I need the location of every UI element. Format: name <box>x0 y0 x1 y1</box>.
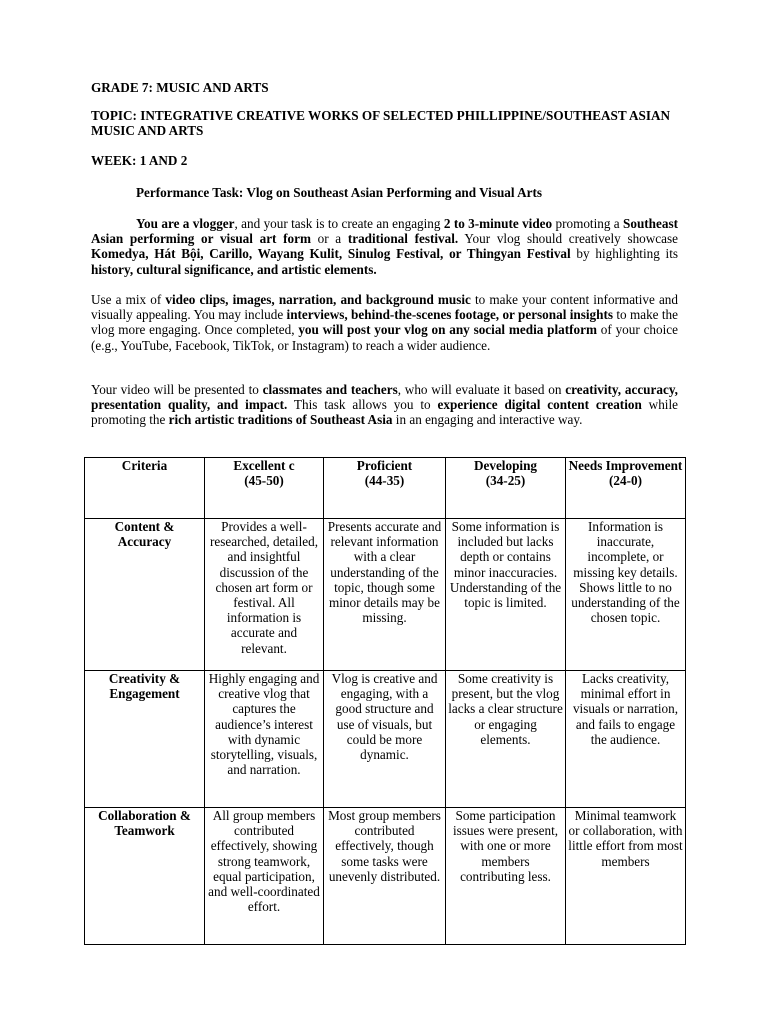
developing-cell: Some information is included but lacks depth or contains minor inaccuracies. Understanding of the topic is limited. <box>446 519 566 671</box>
performance-task-title: Performance Task: Vlog on Southeast Asian Performing and Visual Arts <box>136 185 543 200</box>
needs-improvement-cell: Information is inaccurate, incomplete, or missing key details. Shows little to no understanding of the chosen topic. <box>566 519 686 671</box>
topic-heading: TOPIC: INTEGRATIVE CREATIVE WORKS OF SELECTED PHILLIPPINE/SOUTHEAST ASIAN MUSIC AND ARTS <box>91 108 671 139</box>
header-proficient: Proficient (44-35) <box>324 458 446 519</box>
needs-improvement-cell: Lacks creativity, minimal effort in visuals or narration, and fails to engage the audience. <box>566 671 686 808</box>
header-needs-improvement: Needs Improvement (24-0) <box>566 458 686 519</box>
table-row <box>85 671 686 808</box>
excellent-cell: Provides a well-researched, detailed, and insightful discussion of the chosen art form or festival. All information is accurate and relevant. <box>205 519 324 671</box>
content-guidelines-paragraph: Use a mix of video clips, images, narration, and background music to make your content informative and visually appealing. You may include interviews, behind-the-scenes footage, or personal insights to make the vlog more engaging. Once completed, you will post your vlog on any social media platform of your choice (e.g., YouTube, Facebook, TikTok, or Instagram) to reach a wider audience. <box>91 292 678 353</box>
grade-heading: GRADE 7: MUSIC AND ARTS <box>91 80 269 95</box>
rubric-table <box>84 457 686 945</box>
excellent-cell: All group members contributed effectively, showing strong teamwork, equal participation, and well-coordinated effort. <box>205 808 324 945</box>
developing-cell: Some creativity is present, but the vlog lacks a clear structure or engaging elements. <box>446 671 566 808</box>
proficient-cell: Presents accurate and relevant information with a clear understanding of the topic, though some minor details may be missing. <box>324 519 446 671</box>
week-heading: WEEK: 1 AND 2 <box>91 153 188 168</box>
criteria-cell: Creativity & Engagement <box>85 671 205 808</box>
rubric-header-row <box>85 458 686 519</box>
header-criteria: Criteria <box>85 458 205 519</box>
excellent-cell: Highly engaging and creative vlog that captures the audience’s interest with dynamic storytelling, visuals, and narration. <box>205 671 324 808</box>
proficient-cell: Vlog is creative and engaging, with a good structure and use of visuals, but could be more dynamic. <box>324 671 446 808</box>
criteria-cell: Collaboration & Teamwork <box>85 808 205 945</box>
needs-improvement-cell: Minimal teamwork or collaboration, with little effort from most members <box>566 808 686 945</box>
task-description-paragraph: You are a vlogger, and your task is to create an engaging 2 to 3-minute video promoting a Southeast Asian performing or visual art form or a traditional festival. Your vlog should creatively showcase Komedya, Hát Bội, Carillo, Wayang Kulit, Sinulog Festival, or Thingyan Festival by highlighting its history, cultural significance, and artistic elements. <box>91 216 679 277</box>
evaluation-paragraph: Your video will be presented to classmates and teachers, who will evaluate it based on creativity, accuracy, presentation quality, and impact. This task allows you to experience digital content creation while promoting the rich artistic traditions of Southeast Asia in an engaging and interactive way. <box>91 382 678 428</box>
table-row <box>85 808 686 945</box>
header-excellent: Excellent c (45-50) <box>205 458 324 519</box>
criteria-cell: Content & Accuracy <box>85 519 205 671</box>
proficient-cell: Most group members contributed effectively, though some tasks were unevenly distributed. <box>324 808 446 945</box>
header-developing: Developing (34-25) <box>446 458 566 519</box>
developing-cell: Some participation issues were present, with one or more members contributing less. <box>446 808 566 945</box>
table-row <box>85 519 686 671</box>
